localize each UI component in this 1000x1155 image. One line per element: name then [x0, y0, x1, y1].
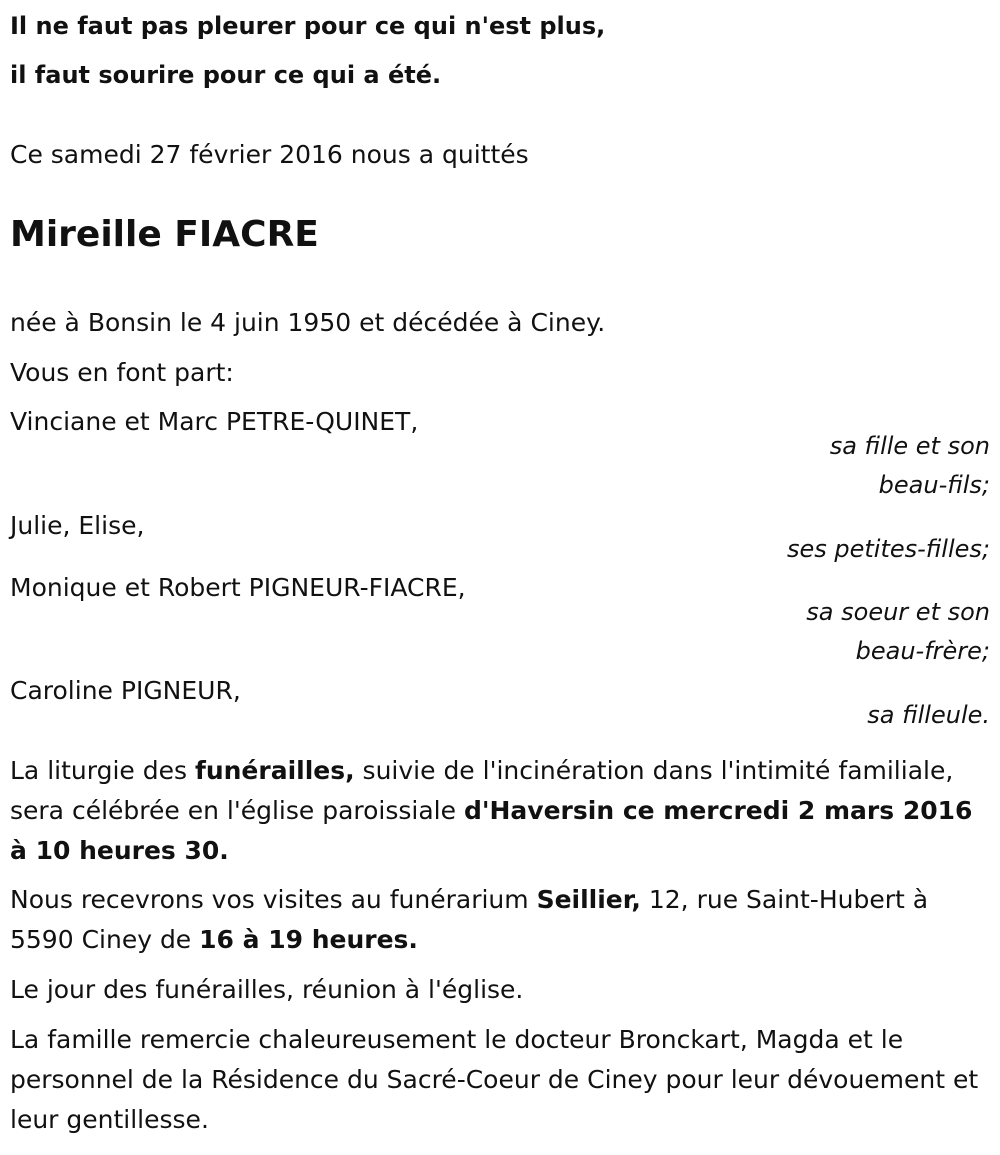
deceased-name: Mireille FIACRE — [10, 214, 319, 255]
family-member-role: sa fille et son — [829, 432, 990, 460]
quote-line-1: Il ne faut pas pleurer pour ce qui n'est plus, — [10, 12, 606, 40]
birth-death-info: née à Bonsin le 4 juin 1950 et décédée à Ciney. — [10, 308, 606, 337]
meeting-paragraph: Le jour des funérailles, réunion à l'église. — [10, 975, 524, 1004]
announcement: Ce samedi 27 février 2016 nous a quittés — [10, 140, 529, 169]
thanks-paragraph: La famille remercie chaleureusement le docteur Bronckart, Magda et le personnel de la Résidence du Sacré-Coeur de Ciney pour leur dévouement et leur gentillesse. — [10, 1025, 979, 1134]
family-member-names: Vinciane et Marc PETRE-QUINET, — [10, 407, 419, 436]
family-member-role: sa filleule. — [867, 701, 990, 729]
visits-paragraph: Nous recevrons vos visites au funérarium Seillier, 12, rue Saint-Hubert à 5590 Ciney de 16 à 19 heures. — [10, 885, 929, 954]
intro-text: Vous en font part: — [10, 358, 234, 387]
family-member-role: sa soeur et son — [806, 598, 990, 626]
funeral-paragraph: La liturgie des funérailles, suivie de l'incinération dans l'intimité familiale, sera célébrée en l'église paroissiale d'Haversin ce mercredi 2 mars 2016 à 10 heures 30. — [10, 756, 973, 865]
family-member-names: Monique et Robert PIGNEUR-FIACRE, — [10, 573, 466, 602]
family-member-names: Caroline PIGNEUR, — [10, 676, 241, 705]
quote-line-2: il faut sourire pour ce qui a été. — [10, 61, 442, 89]
family-member-role: beau-fils; — [878, 471, 990, 499]
family-member-names: Julie, Elise, — [10, 511, 145, 540]
family-member-role: beau-frère; — [855, 637, 990, 665]
family-member-role: ses petites-filles; — [786, 535, 990, 563]
